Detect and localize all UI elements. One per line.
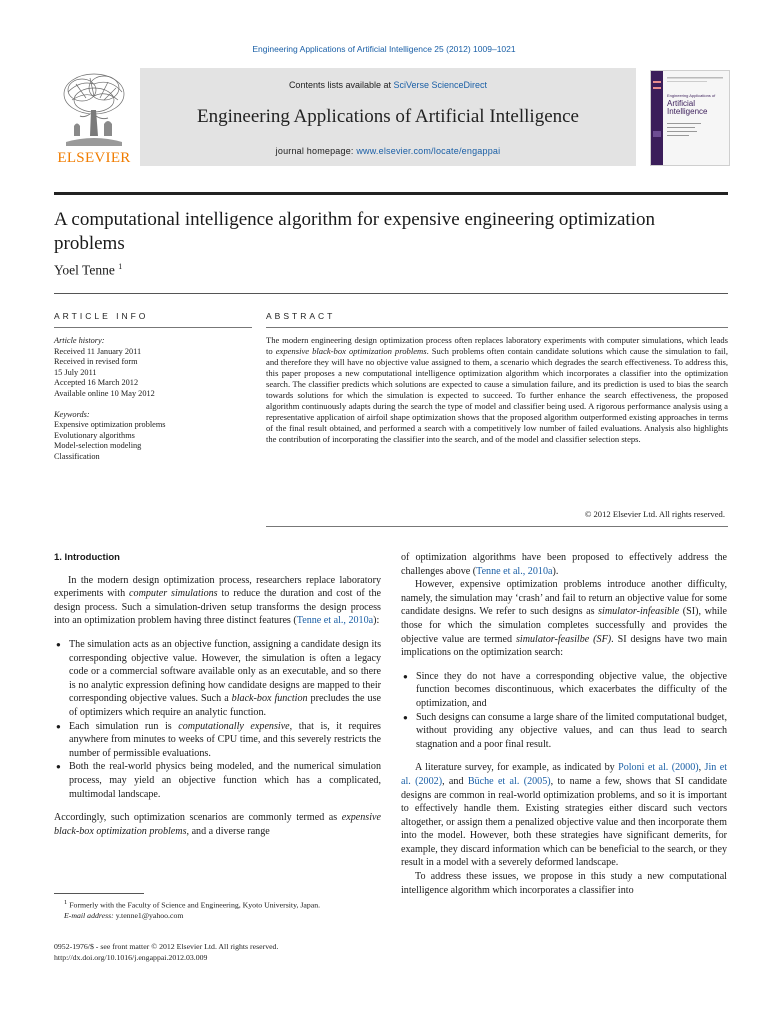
keyword-item: Classification (54, 451, 100, 461)
keyword-item: Expensive optimization problems (54, 420, 166, 430)
body-paragraph (54, 811, 381, 838)
list-item (54, 638, 381, 720)
publisher-wordmark: ELSEVIER (57, 150, 131, 166)
text-run: precludes the use of optimizers which require an analytic function. (69, 693, 381, 718)
author-footnote-mark[interactable]: 1 (118, 262, 123, 271)
history-item: Accepted 16 March 2012 (54, 378, 139, 388)
keyword-item: Evolutionary algorithms (54, 430, 135, 440)
email-label: E-mail address: (64, 910, 114, 920)
abstract-bottom-rule (266, 526, 728, 527)
text-run: . SI designs have two main implications on the optimization search: (401, 633, 728, 659)
text-run: Accordingly, such optimization scenarios are commonly termed as (54, 812, 342, 824)
body-paragraph: To address these issues, we propose in this study a new computational intelligence algorithm which incorporates a classifier into (401, 871, 727, 896)
text-run: In the modern design optimization process, researchers replace laboratory experiments with (54, 574, 381, 600)
article-author (54, 262, 122, 279)
text-emphasis: simulator-infeasible (598, 606, 680, 618)
elsevier-tree-icon (60, 70, 128, 148)
header-rule (54, 192, 728, 195)
text-run: , that is, it requires anywhere from minutes to weeks of CPU time, and this severely restricts the number of permissible evaluations. (69, 720, 381, 759)
footnote (54, 898, 381, 921)
journal-title: Engineering Applications of Artificial Intelligence (197, 106, 579, 127)
homepage-prefix: journal homepage: (275, 146, 357, 156)
text-emphasis: black-box function (231, 693, 308, 705)
abstract-copyright: © 2012 Elsevier Ltd. All rights reserved. (584, 509, 725, 519)
article-history (54, 336, 252, 400)
abstract-part: The modern engineering design optimization process often replaces laboratory experiments with computer simulations, which leads to (266, 335, 728, 356)
keywords-label: Keywords: (54, 409, 90, 419)
text-run: Each simulation run is (69, 720, 179, 732)
abstract-heading: ABSTRACT (266, 311, 336, 321)
homepage-line (140, 146, 636, 156)
cover-image (651, 71, 729, 165)
history-item: Received 11 January 2011 (54, 346, 142, 356)
svg-text:Artificial: Artificial (667, 99, 696, 108)
body-paragraph (401, 578, 727, 660)
text-emphasis: computationally expensive (178, 720, 290, 732)
history-label: Article history: (54, 336, 105, 345)
citation-link[interactable]: Tenne et al., 2010a (476, 565, 553, 577)
journal-cover-thumbnail[interactable] (650, 70, 730, 166)
footnote-email (54, 911, 381, 921)
footnote-rule (54, 893, 144, 894)
body-paragraph (54, 574, 381, 628)
title-rule (54, 293, 728, 294)
bullet-list (54, 638, 381, 801)
homepage-link[interactable]: www.elsevier.com/locate/engappai (356, 146, 501, 156)
citation-link[interactable]: Poloni et al. (2000) (618, 762, 699, 774)
issn-line: 0952-1976/$ - see front matter © 2012 Elsevier Ltd. All rights reserved. (54, 942, 279, 951)
keywords (54, 410, 252, 463)
abstract-rule (266, 327, 728, 328)
email-address[interactable]: y.tenne1@yahoo.com (115, 910, 184, 920)
citation-link[interactable]: Tenne et al., 2010a (296, 615, 374, 627)
text-run: ). (552, 565, 559, 577)
article-info-heading: ARTICLE INFO (54, 311, 149, 321)
abstract-emphasis: expensive black-box optimization problems (275, 346, 427, 356)
abstract-text (266, 335, 728, 445)
text-emphasis: expensive black-box optimization problems (54, 812, 381, 837)
keyword-item: Model-selection modeling (54, 441, 142, 451)
svg-text:Intelligence: Intelligence (667, 107, 708, 116)
text-run: of optimization algorithms have been proposed to effectively address the challenges above ( (401, 552, 727, 577)
contents-prefix: Contents lists available at (288, 80, 394, 90)
article-info (54, 336, 252, 473)
text-run: ): (373, 615, 380, 627)
text-run: However, expensive optimization problems introduce another difficulty, namely, the simulation may ‘crash’ and fail to return an objective value for some candidate designs. We refer to such designs as (401, 579, 727, 618)
bullet-list (401, 670, 727, 752)
journal-banner (140, 68, 636, 166)
front-matter (54, 942, 381, 963)
article-title: A computational intelligence algorithm for expensive engineering optimization problems (54, 209, 655, 254)
history-item: Available online 10 May 2012 (54, 388, 155, 398)
footnote-mark: 1 (64, 899, 68, 906)
text-run: , (698, 762, 705, 774)
masthead (54, 68, 728, 166)
text-run: to reduce the duration and cost of the design process. Such a simulation-driven setup transforms the design process into an optimization problem having three distinct features ( (54, 588, 381, 627)
author-name[interactable]: Yoel Tenne (54, 262, 115, 278)
text-run: Formerly with the Faculty of Science and Engineering, Kyoto University, Japan. (69, 900, 321, 910)
article-info-rule (54, 327, 252, 328)
text-emphasis: computer simulations (129, 588, 218, 600)
body-column-right (401, 551, 727, 897)
text-run: A literature survey, for example, as indicated by (415, 762, 619, 774)
contents-line (140, 80, 636, 90)
footnote-text (54, 898, 381, 911)
citation-link[interactable]: Büche et al. (2005) (467, 775, 551, 787)
history-item: 15 July 2011 (54, 367, 97, 377)
text-emphasis: simulator-feasilbe (SF) (515, 633, 612, 645)
publisher-logo[interactable] (54, 68, 134, 166)
journal-citation[interactable]: Engineering Applications of Artificial Intelligence 25 (2012) 1009–1021 (252, 44, 516, 54)
doi-link[interactable]: http://dx.doi.org/10.1016/j.engappai.2012.03.009 (54, 952, 208, 962)
body-column-left (54, 551, 381, 838)
svg-text:Engineering Applications of: Engineering Applications of (667, 93, 716, 98)
list-item: ● Both the real-world physics being modeled, and the numerical simulation process, may yield an objective function which has a complicated, multimodal landscape. (54, 760, 381, 801)
text-run: , and (442, 775, 468, 787)
sciencedirect-link[interactable]: SciVerse ScienceDirect (393, 80, 488, 90)
body-paragraph (401, 761, 727, 870)
list-item: ● Since they do not have a corresponding objective value, the objective function becomes discontinuous, which exacerbates the difficulty of the optimization, and (401, 670, 727, 711)
body-paragraph (401, 551, 727, 578)
list-item (54, 720, 381, 761)
text-run: , to name a few, shows that SI candidate designs are common in real-world optimization problems, and so it is important to effectively handle them. Existing strategies either discard such vectors altogether, or assign them a penalized objective value and then incorporate them into the model. However, both these strategies have significant demerits, for example, they discard information which can be beneficial to the search, or they result in a model with a severely deformed landscape. (401, 775, 728, 869)
text-run: (SI), while those for which the simulation completes successfully and provides the objective value are termed (401, 606, 727, 645)
section-heading-introduction: 1. Introduction (54, 552, 120, 563)
history-item: Received in revised form (54, 357, 138, 367)
abstract-part: . Such problems often contain candidate solutions which cause the simulation to fail, and therefore they will have no objective value assigned to them, a scenario which degrades the search effectiveness. To address this, this paper proposes a new computational intelligence optimization algorithm which incorporates a classifier into the optimization search. The classifier predicts which solutions are expected to cause a simulation failure, and its prediction is used to bias the search towards solutions for which the simulation is expected to succeed. To further enhance the search effectiveness, the proposed algorithm continuously adapts during the search the type of model and classifier being used. A rigorous performance analysis using a representative application of airfoil shape optimization shows that the proposed algorithm outperformed existing approaches in terms of the final result obtained, and performed a search with a competitively low number of failed evaluations. Analysis also highlights the contribution of incorporating the classifier into the search, and of the model and classifier selection steps. (266, 346, 728, 444)
citation-link[interactable]: Jin et al. (2002) (401, 762, 728, 787)
list-item: ● Such designs can consume a large share of the limited computational budget, without providing any objective values, and can thus lead to search stagnation and a poor final result. (401, 711, 727, 752)
text-run: The simulation acts as an objective function, assigning a candidate design its corresponding objective value. However, the simulation is often a legacy code or a commercial software available only as an executable, and so there is no analytic expression defining how candidate designs are mapped to their corresponding objective values. Such a (69, 638, 381, 705)
text-run: , and a diverse range (186, 825, 270, 837)
